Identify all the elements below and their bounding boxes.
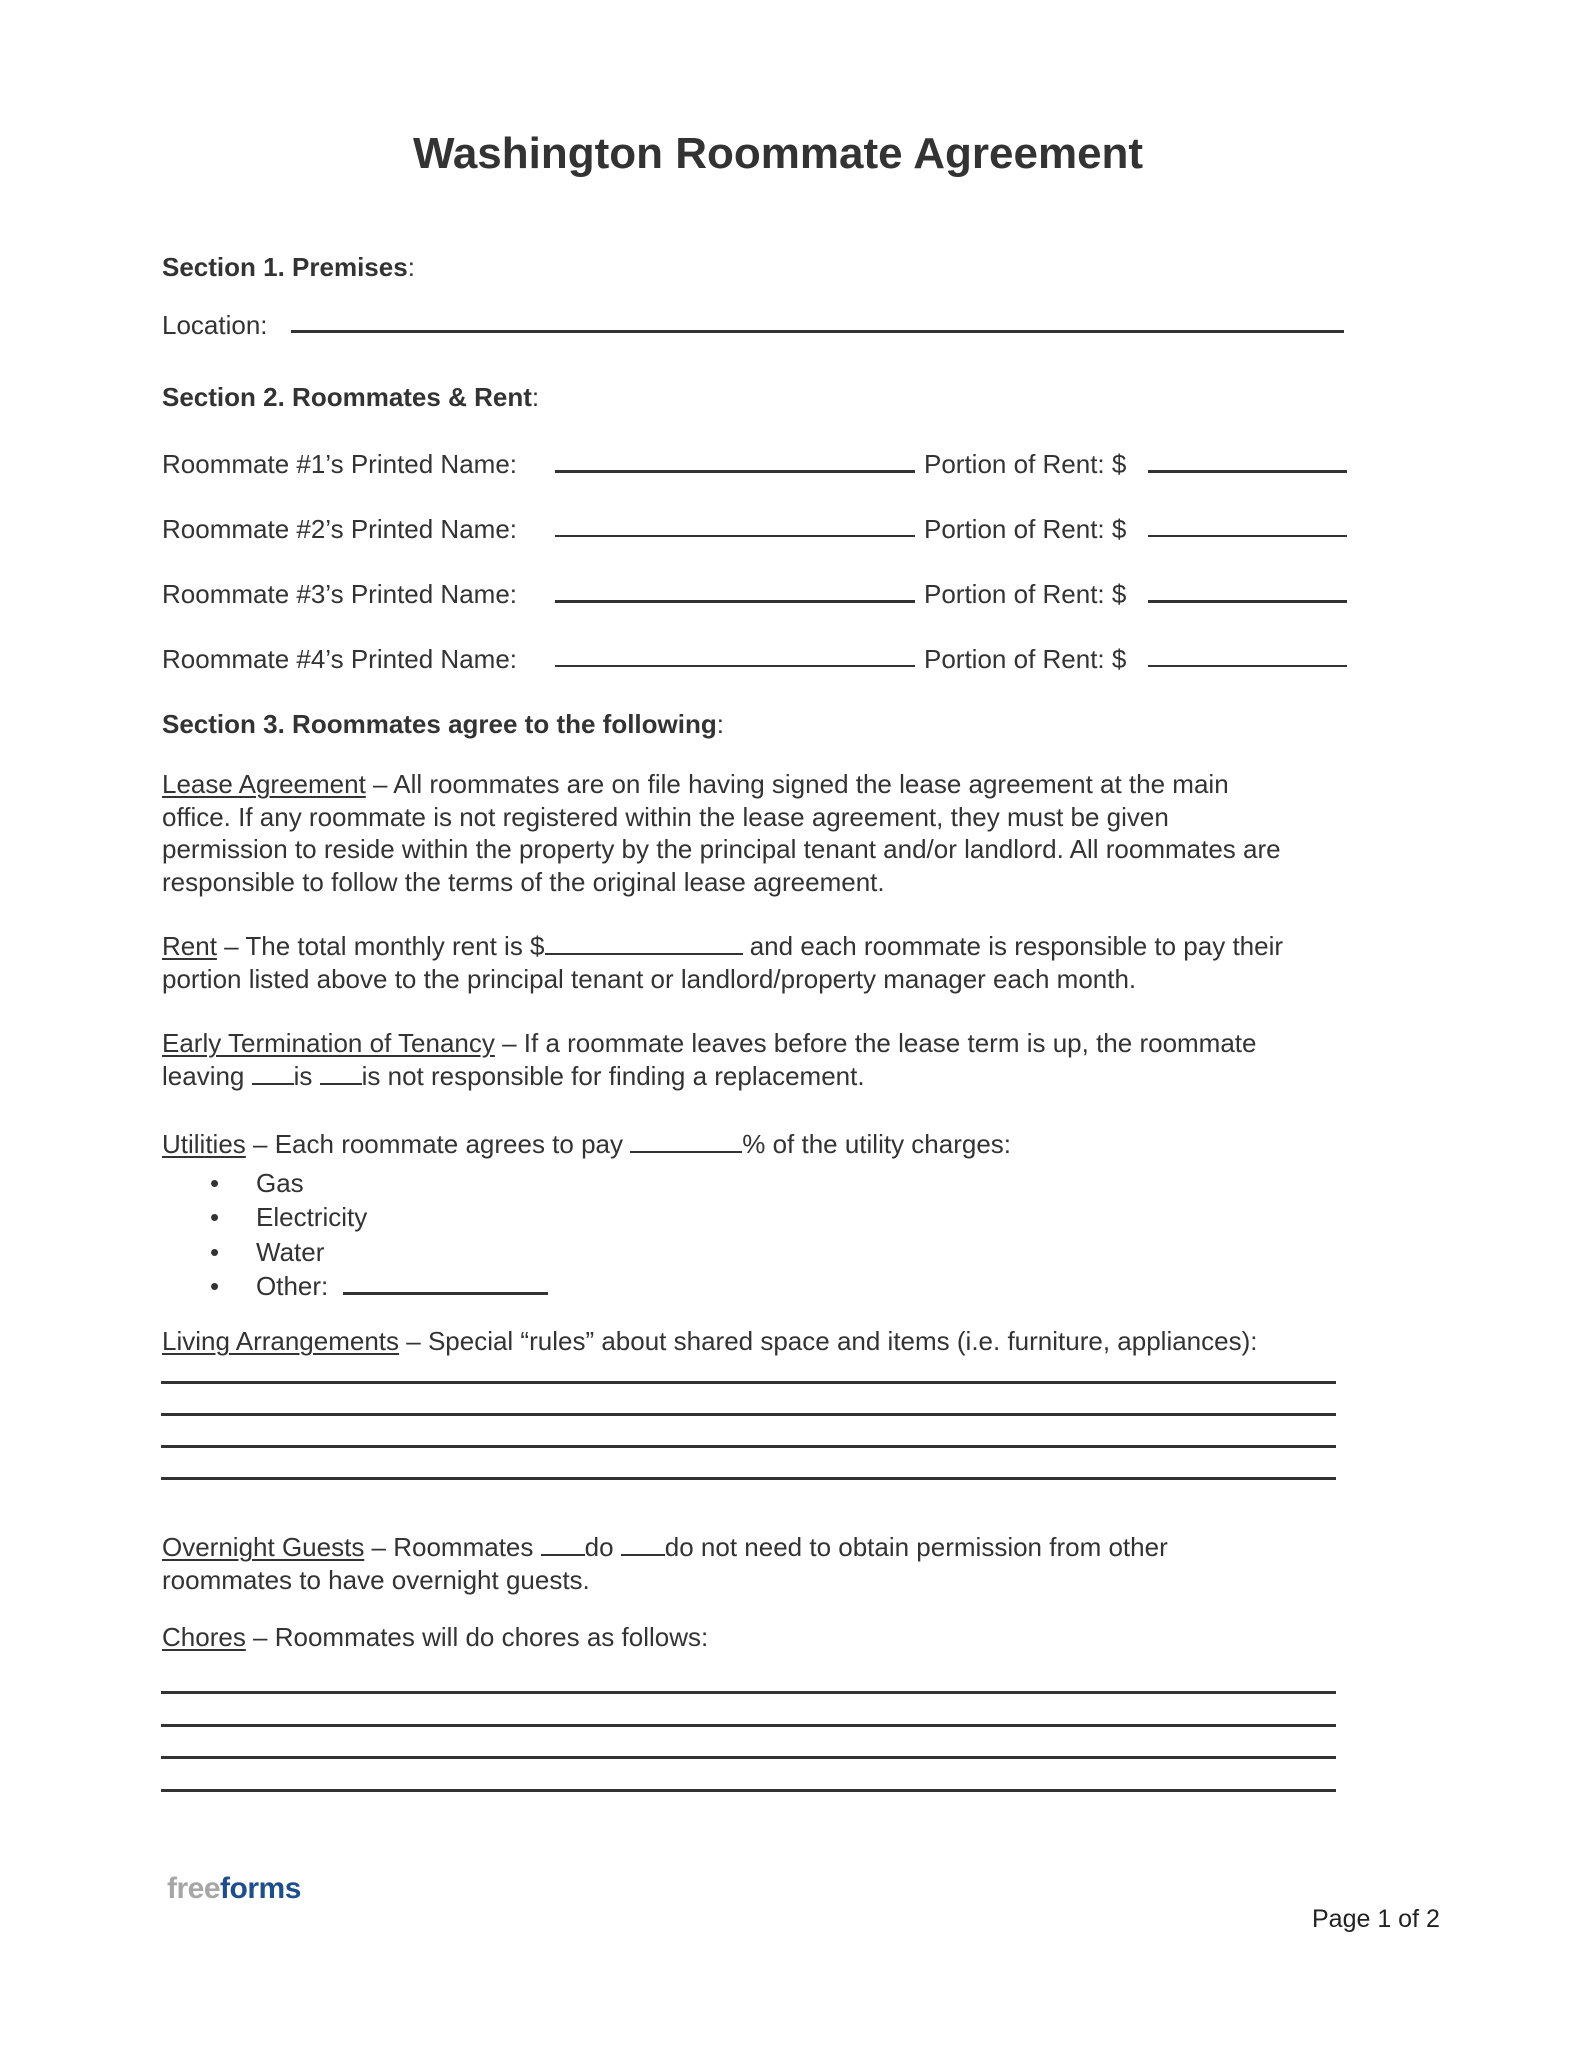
- overnight-line-2: roommates to have overnight guests.: [162, 1564, 590, 1595]
- roommate-1-rent-label: Portion of Rent: $: [924, 449, 1127, 479]
- section-2-heading: [162, 384, 539, 410]
- living-arrangements-line-1[interactable]: [161, 1381, 1336, 1384]
- chores-text: – Roommates will do chores as follows:: [245, 1622, 709, 1652]
- roommate-1-name-field[interactable]: [555, 470, 915, 473]
- living-arrangements-clause: [162, 1325, 1257, 1358]
- roommate-4-name-field[interactable]: [555, 665, 915, 667]
- bullet-icon: •: [210, 1202, 220, 1232]
- section-3-colon: :: [716, 709, 724, 739]
- page-indicator: Page 1 of 2: [1312, 1905, 1440, 1933]
- freeforms-logo: [167, 1872, 301, 1906]
- early-termination-label: Early Termination of Tenancy: [162, 1028, 495, 1058]
- utilities-before: – Each roommate agrees to pay: [245, 1129, 631, 1159]
- lease-line-2: office. If any roommate is not registered within the lease agreement, they must be given: [162, 801, 1169, 832]
- document-title: Washington Roommate Agreement: [412, 129, 1144, 178]
- roommate-2-rent-label: Portion of Rent: $: [924, 514, 1127, 544]
- lease-line-3: permission to reside within the property by the principal tenant and/or landlord. All roommates are: [162, 834, 1281, 864]
- lease-line-4: responsible to follow the terms of the original lease agreement.: [162, 866, 885, 897]
- section-1-heading-text: Section 1. Premises: [162, 252, 408, 282]
- overnight-a: – Roommates: [364, 1532, 541, 1562]
- rent-line-2: portion listed above to the principal tenant or landlord/property manager each month.: [162, 963, 1137, 994]
- roommate-1-name-label: Roommate #1’s Printed Name:: [162, 449, 518, 479]
- early-termination-clause: [162, 1027, 1256, 1092]
- utilities-label: Utilities: [162, 1129, 246, 1159]
- roommate-1-rent-field[interactable]: [1148, 470, 1347, 473]
- roommate-3-rent-field[interactable]: [1148, 600, 1347, 603]
- early-termination-is: is: [293, 1060, 320, 1091]
- logo-free-text: free: [167, 1872, 221, 1905]
- utility-item-other: Other:: [256, 1271, 329, 1301]
- do-not-need-permission-checkbox[interactable]: [621, 1534, 665, 1556]
- section-3-heading: [162, 711, 724, 737]
- early-termination-rest: is not responsible for finding a replacement.: [361, 1060, 865, 1091]
- overnight-c: do not need to obtain permission from other: [664, 1532, 1168, 1562]
- bullet-icon: •: [210, 1237, 220, 1267]
- lease-agreement-clause: [162, 768, 1281, 898]
- roommate-4-rent-label: Portion of Rent: $: [924, 644, 1127, 674]
- roommate-3-rent-label: Portion of Rent: $: [924, 579, 1127, 609]
- rent-clause: [162, 930, 1283, 995]
- bullet-icon: •: [210, 1271, 220, 1301]
- rent-line-1-before: – The total monthly rent is $: [216, 931, 545, 961]
- utility-other-field[interactable]: [343, 1292, 548, 1295]
- is-not-responsible-checkbox[interactable]: [320, 1063, 362, 1085]
- rent-label: Rent: [162, 931, 217, 961]
- section-2-heading-text: Section 2. Roommates & Rent: [162, 382, 532, 412]
- chores-line-1[interactable]: [161, 1691, 1336, 1694]
- early-termination-line-1: – If a roommate leaves before the lease term is up, the roommate: [494, 1028, 1257, 1058]
- chores-line-4[interactable]: [161, 1789, 1336, 1792]
- roommate-3-name-label: Roommate #3’s Printed Name:: [162, 579, 518, 609]
- early-termination-leaving: leaving: [162, 1060, 252, 1091]
- chores-clause: [162, 1621, 708, 1654]
- overnight-guests-clause: [162, 1531, 1168, 1596]
- living-arrangements-line-2[interactable]: [161, 1413, 1336, 1416]
- do-need-permission-checkbox[interactable]: [541, 1534, 585, 1556]
- living-arrangements-line-3[interactable]: [161, 1445, 1336, 1448]
- overnight-guests-label: Overnight Guests: [162, 1532, 365, 1562]
- is-responsible-checkbox[interactable]: [252, 1063, 294, 1085]
- logo-forms-text: forms: [220, 1872, 301, 1905]
- roommate-2-name-label: Roommate #2’s Printed Name:: [162, 514, 518, 544]
- section-1-colon: :: [407, 252, 415, 282]
- section-3-heading-text: Section 3. Roommates agree to the following: [162, 709, 717, 739]
- location-row: [162, 312, 268, 338]
- chores-label: Chores: [162, 1622, 246, 1652]
- utilities-clause: [162, 1128, 1011, 1161]
- lease-line-1: – All roommates are on file having signed the lease agreement at the main: [365, 769, 1229, 799]
- living-arrangements-label: Living Arrangements: [162, 1326, 400, 1356]
- utility-item-electricity: Electricity: [256, 1202, 368, 1232]
- total-rent-field[interactable]: [545, 933, 743, 955]
- roommate-4-name-label: Roommate #4’s Printed Name:: [162, 644, 518, 674]
- chores-line-3[interactable]: [161, 1756, 1336, 1759]
- location-label: Location:: [162, 310, 268, 340]
- overnight-b: do: [584, 1532, 621, 1562]
- utilities-after: % of the utility charges:: [742, 1129, 1012, 1159]
- bullet-icon: •: [210, 1168, 220, 1198]
- roommate-2-name-field[interactable]: [555, 535, 915, 537]
- utility-item-water: Water: [256, 1237, 325, 1267]
- roommate-4-rent-field[interactable]: [1148, 665, 1347, 667]
- section-2-colon: :: [531, 382, 540, 412]
- rent-line-1-after: and each roommate is responsible to pay their: [742, 931, 1284, 961]
- living-arrangements-text: – Special “rules” about shared space and items (i.e. furniture, appliances):: [399, 1326, 1258, 1356]
- section-1-heading: [162, 254, 415, 280]
- living-arrangements-line-4[interactable]: [161, 1477, 1336, 1480]
- location-field[interactable]: [291, 330, 1344, 333]
- utility-item-gas: Gas: [256, 1168, 304, 1198]
- utilities-percent-field[interactable]: [630, 1131, 742, 1153]
- roommate-2-rent-field[interactable]: [1148, 535, 1347, 537]
- lease-agreement-label: Lease Agreement: [162, 769, 366, 799]
- roommate-3-name-field[interactable]: [555, 600, 915, 603]
- chores-line-2[interactable]: [161, 1724, 1336, 1727]
